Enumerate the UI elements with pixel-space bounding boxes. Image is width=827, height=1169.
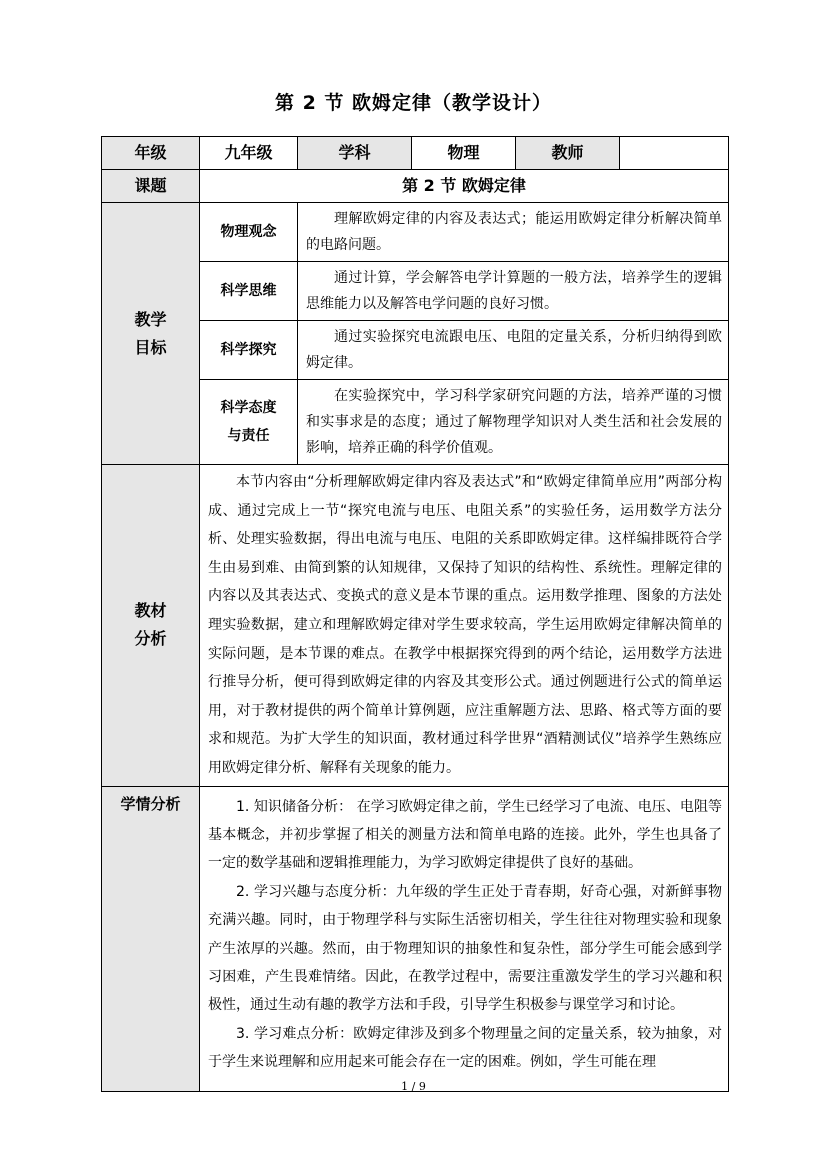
textbook-text-content: 本节内容由“分析理解欧姆定律内容及表达式”和“欧姆定律简单应用”两部分构成、通过完成上一节“探究电流与电压、电阻关系”的实验任务，运用数学方法分析、处理实验数据，得出电流与电压、电阻的关系即欧姆定律。这样编排既符合学生由易到难、由简到繁的认知规律，又保持了知识的结构性、系统性。理解定律的内容以及其表达式、变换式的意义是本节课的重点。运用数学推理、图象的方法处理实验数据，建立和理解欧姆定律对学生要求较高，学生运用欧姆定律解决简单的实际问题，是本节课的难点。在教学中根据探究得到的两个结论，运用数学方法进行推导分析，便可得到欧姆定律的内容及其变形公式。通过例题进行公式的简单运用，对于教材提供的两个简单计算例题，应注重解题方法、思路、格式等方面的要求和规范。为扩大学生的知识面，教材通过科学世界“酒精测试仪”培养学生熟练应用欧姆定律分析、解释有关现象的能力。 [208, 474, 723, 776]
students-paragraph: 2. 学习兴趣与态度分析：九年级的学生正处于青春期，好奇心强，对新鲜事物充满兴趣。同时，由于物理学科与实际生活密切相关，学生往往对物理实验和现象产生浓厚的兴趣。然而，由于物理知识的抽象性和复杂性，部分学生可能会感到学习困难，产生畏难情绪。因此，在教学过程中，需要注重激发学生的学习兴趣和积极性，通过生动有趣的教学方法和手段，引导学生积极参与课堂学习和讨论。 [208, 883, 723, 1014]
objective-name-line1: 科学态度 [220, 400, 277, 416]
students-paragraph: 1. 知识储备分析： 在学习欧姆定律之前，学生已经学习了电流、电压、电阻等基本概念，并初步掌握了相关的测量方法和简单电路的连接。此外，学生也具备了一定的数学基础和逻辑推理能力，为学习欧姆定律提供了良好的基础。 [208, 798, 723, 872]
grade-label: 年级 [102, 137, 200, 170]
textbook-label-line2: 分析 [134, 629, 167, 649]
objective-row [102, 203, 729, 262]
grade-value: 九年级 [200, 137, 298, 170]
objective-text [298, 203, 729, 262]
objective-text-content: 通过计算，学会解答电学计算题的一般方法，培养学生的逻辑思维能力以及解答电学问题的良好习惯。 [306, 270, 723, 312]
objective-name: 物理观念 [200, 203, 298, 262]
topic-row [102, 170, 729, 203]
students-label: 学情分析 [102, 786, 200, 1091]
topic-value: 第 2 节 欧姆定律 [200, 170, 729, 203]
document-title: 第 2 节 欧姆定律（教学设计） [274, 92, 553, 114]
topic-label: 课题 [102, 170, 200, 203]
subject-label: 学科 [298, 137, 412, 170]
objective-name-line2: 与责任 [227, 428, 270, 444]
objectives-label-line1: 教学 [134, 309, 167, 329]
textbook-row [102, 465, 729, 787]
page-number: 1 / 9 [401, 1080, 426, 1093]
objectives-label-line2: 目标 [134, 337, 167, 357]
header-row [102, 137, 729, 170]
objective-name: 科学思维 [200, 262, 298, 321]
textbook-text [200, 465, 729, 787]
lesson-plan-table [101, 136, 729, 1092]
students-paragraph: 3. 学习难点分析：欧姆定律涉及到多个物理量之间的定量关系，较为抽象，对于学生来说理解和应用起来可能会存在一定的困难。例如，学生可能在理 [208, 1025, 723, 1071]
objective-text [298, 262, 729, 321]
teacher-value [620, 137, 729, 170]
objective-text-content: 通过实验探究电流跟电压、电阻的定量关系，分析归纳得到欧姆定律。 [306, 329, 723, 371]
objective-text [298, 321, 729, 380]
objective-name: 科学探究 [200, 321, 298, 380]
objective-text [298, 380, 729, 465]
teacher-label: 教师 [516, 137, 620, 170]
objectives-label [102, 203, 200, 465]
objective-name [200, 380, 298, 465]
students-text [200, 786, 729, 1091]
textbook-label-line1: 教材 [134, 601, 167, 621]
subject-value: 物理 [412, 137, 516, 170]
objective-text-content: 理解欧姆定律的内容及表达式；能运用欧姆定律分析解决简单的电路问题。 [306, 211, 723, 253]
textbook-label [102, 465, 200, 787]
objective-text-content: 在实验探究中，学习科学家研究问题的方法，培养严谨的习惯和实事求是的态度；通过了解物理学知识对人类生活和社会发展的影响，培养正确的科学价值观。 [306, 388, 723, 456]
students-row [102, 786, 729, 1091]
